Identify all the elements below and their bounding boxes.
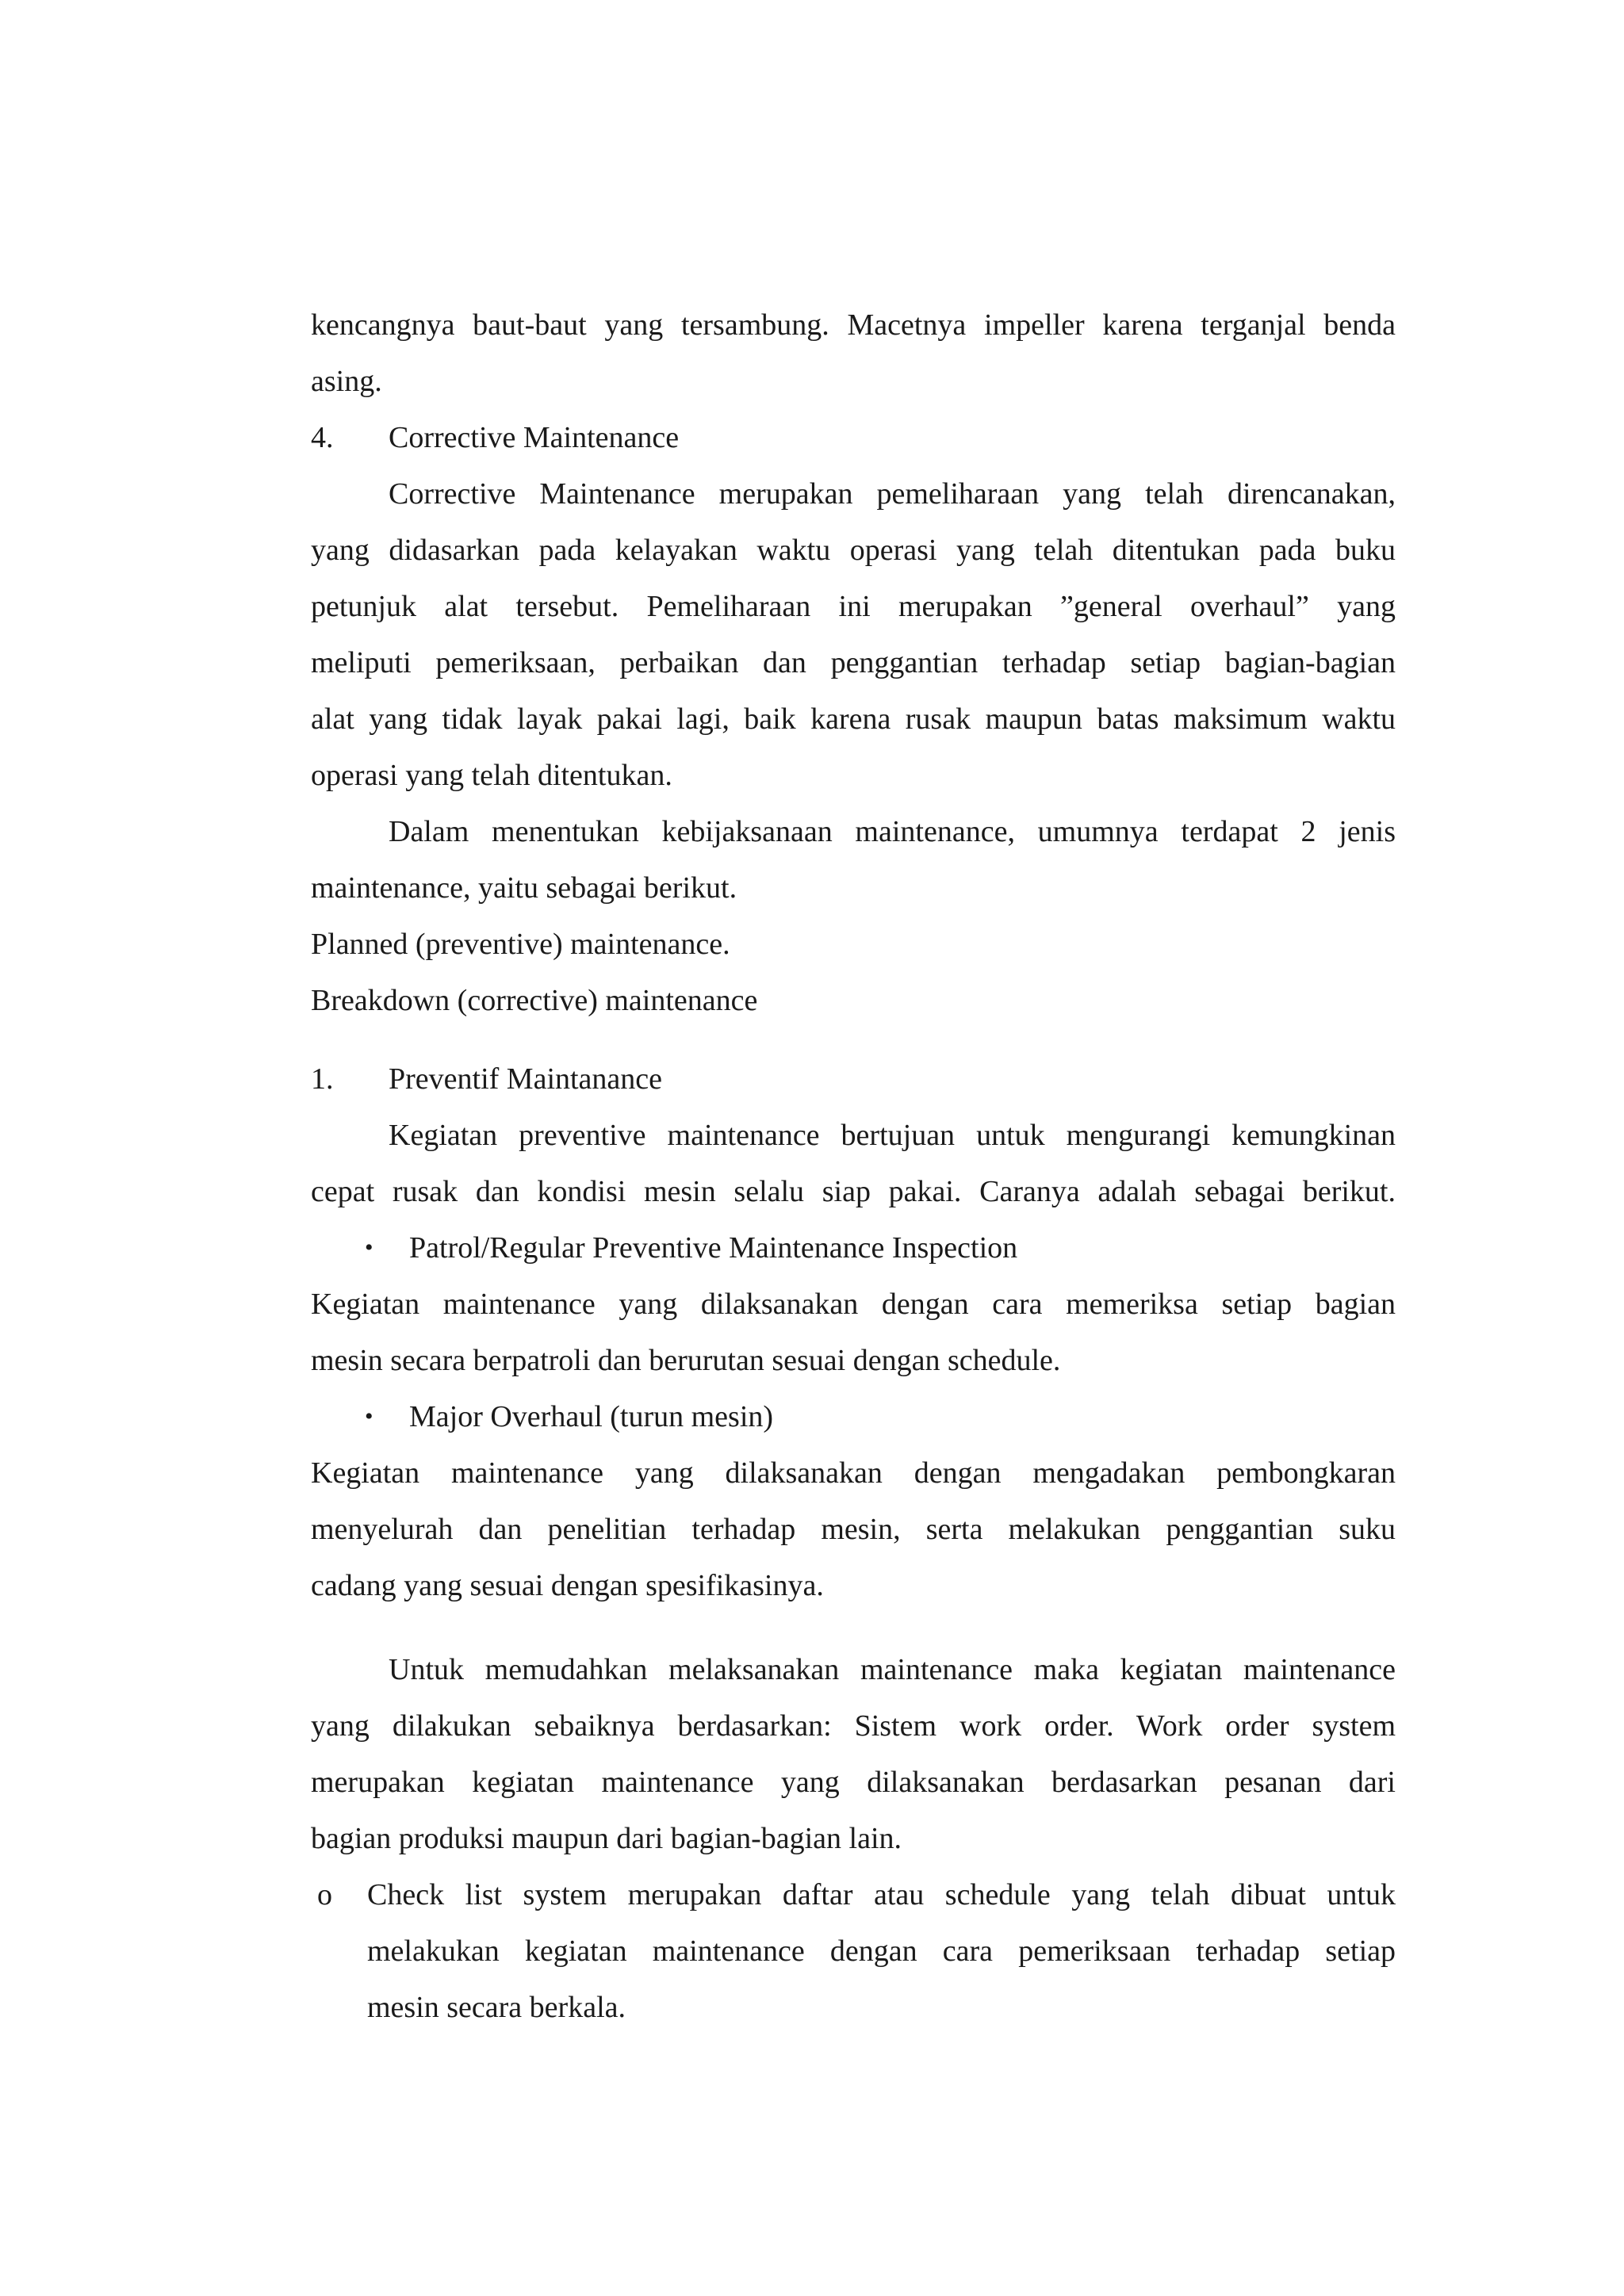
- bullet-icon: •: [365, 1234, 373, 1261]
- text-line: Kegiatan maintenance yang dilaksanakan dengan cara memeriksa setiap bagian: [311, 1288, 1396, 1321]
- text-line: Dalam menentukan kebijaksanaan maintenance, umumnya terdapat 2 jenis: [389, 815, 1396, 848]
- text-line: mesin secara berkala.: [367, 1991, 626, 2024]
- text-line: yang dilakukan sebaiknya berdasarkan: Sistem work order. Work order system: [311, 1709, 1396, 1743]
- circle-bullet-icon: o: [317, 1878, 332, 1911]
- text-line: menyelurah dan penelitian terhadap mesin, serta melakukan penggantian suku: [311, 1513, 1396, 1546]
- text-line: petunjuk alat tersebut. Pemeliharaan ini merupakan ”general overhaul” yang: [311, 590, 1396, 623]
- section-heading: Corrective Maintenance: [389, 421, 680, 454]
- text-line: kencangnya baut-baut yang tersambung. Macetnya impeller karena terganjal benda: [311, 308, 1396, 342]
- maintenance-type: Breakdown (corrective) maintenance: [311, 984, 758, 1017]
- text-line: operasi yang telah ditentukan.: [311, 759, 672, 792]
- text-line: meliputi pemeriksaan, perbaikan dan penggantian terhadap setiap bagian-bagian: [311, 646, 1396, 679]
- text-line: maintenance, yaitu sebagai berikut.: [311, 871, 737, 905]
- text-line: merupakan kegiatan maintenance yang dilaksanakan berdasarkan pesanan dari: [311, 1766, 1396, 1799]
- text-line: yang didasarkan pada kelayakan waktu operasi yang telah ditentukan pada buku: [311, 534, 1396, 567]
- text-line: Check list system merupakan daftar atau schedule yang telah dibuat untuk: [367, 1878, 1396, 1911]
- text-line: cepat rusak dan kondisi mesin selalu siap pakai. Caranya adalah sebagai berikut.: [311, 1175, 1396, 1208]
- text-line: Corrective Maintenance merupakan pemeliharaan yang telah direncanakan,: [389, 477, 1396, 511]
- text-line: alat yang tidak layak pakai lagi, baik karena rusak maupun batas maksimum waktu: [311, 702, 1396, 736]
- bullet-title: Patrol/Regular Preventive Maintenance Inspection: [409, 1231, 1018, 1265]
- section-number: 1.: [311, 1062, 334, 1096]
- bullet-title: Major Overhaul (turun mesin): [409, 1400, 774, 1433]
- bullet-icon: •: [365, 1403, 373, 1429]
- text-line: bagian produksi maupun dari bagian-bagian lain.: [311, 1822, 902, 1855]
- text-line: Kegiatan preventive maintenance bertujuan untuk mengurangi kemungkinan: [389, 1119, 1396, 1152]
- text-line: asing.: [311, 365, 382, 398]
- text-line: mesin secara berpatroli dan berurutan sesuai dengan schedule.: [311, 1344, 1061, 1377]
- maintenance-type: Planned (preventive) maintenance.: [311, 928, 730, 961]
- section-heading: Preventif Maintanance: [389, 1062, 663, 1096]
- text-line: Kegiatan maintenance yang dilaksanakan dengan mengadakan pembongkaran: [311, 1456, 1396, 1490]
- text-line: melakukan kegiatan maintenance dengan cara pemeriksaan terhadap setiap: [367, 1934, 1396, 1968]
- section-number: 4.: [311, 421, 334, 454]
- text-line: Untuk memudahkan melaksanakan maintenance maka kegiatan maintenance: [389, 1653, 1396, 1686]
- text-line: cadang yang sesuai dengan spesifikasinya.: [311, 1569, 824, 1602]
